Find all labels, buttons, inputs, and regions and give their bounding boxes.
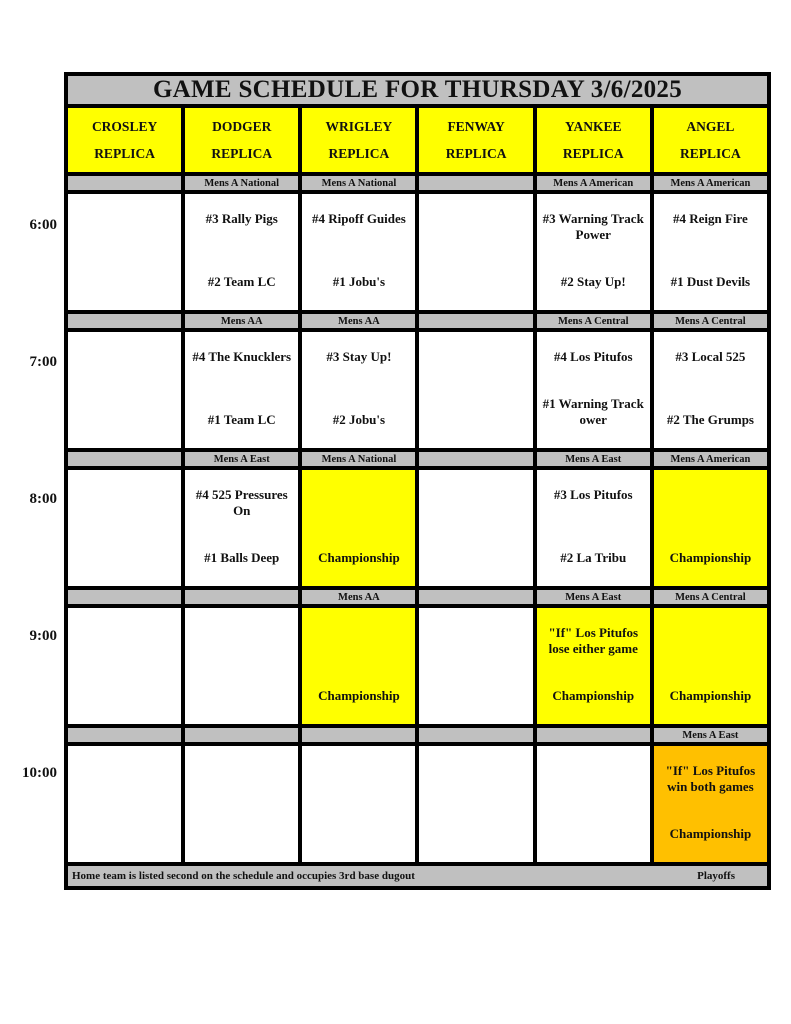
home-team: #1 Balls Deep <box>204 550 280 565</box>
field-name: FENWAY <box>447 118 505 134</box>
division-cell-1000-fenway <box>419 728 532 742</box>
column-header-crosley <box>68 108 181 172</box>
division-cell-1000-wrigley <box>302 728 415 742</box>
home-team: #2 Jobu's <box>332 412 386 427</box>
division-cell-800-fenway <box>419 452 532 466</box>
division-cell-600-yankee: Mens A American <box>537 176 650 190</box>
division-cell-800-wrigley: Mens A National <box>302 452 415 466</box>
game-cell-800-crosley <box>68 470 181 586</box>
game-cell-800-dodger <box>185 470 298 586</box>
away-team: #3 Rally Pigs <box>205 211 278 226</box>
division-cell-900-fenway <box>419 590 532 604</box>
home-team: #1 Jobu's <box>332 274 386 289</box>
division-cell-900-yankee: Mens A East <box>537 590 650 604</box>
championship-label: Championship <box>318 688 400 703</box>
game-cell-600-angel <box>654 194 767 310</box>
game-cell-600-fenway <box>419 194 532 310</box>
away-team: #3 Los Pitufos <box>553 487 633 502</box>
game-cell-800-angel-championship <box>654 470 767 586</box>
game-cell-800-yankee <box>537 470 650 586</box>
field-name: ANGEL <box>686 118 735 134</box>
game-cell-700-crosley <box>68 332 181 448</box>
home-team: #2 Team LC <box>207 274 276 289</box>
division-cell-1000-crosley <box>68 728 181 742</box>
field-sub: REPLICA <box>94 145 155 161</box>
game-cell-900-crosley <box>68 608 181 724</box>
game-cell-800-wrigley-championship <box>302 470 415 586</box>
game-cell-700-angel <box>654 332 767 448</box>
home-team: #1 Dust Devils <box>670 274 751 289</box>
game-cell-1000-dodger <box>185 746 298 862</box>
division-cell-600-crosley <box>68 176 181 190</box>
field-name: WRIGLEY <box>325 118 393 134</box>
game-cell-700-fenway <box>419 332 532 448</box>
away-team: #4 Los Pitufos <box>553 349 633 364</box>
schedule-grid <box>64 72 771 890</box>
game-cell-800-fenway <box>419 470 532 586</box>
game-cell-900-fenway <box>419 608 532 724</box>
away-team: #4 Ripoff Guides <box>311 211 406 226</box>
division-cell-800-dodger: Mens A East <box>185 452 298 466</box>
game-cell-900-wrigley-championship <box>302 608 415 724</box>
field-sub: REPLICA <box>328 145 390 161</box>
game-cell-700-wrigley <box>302 332 415 448</box>
home-team: #2 La Tribu <box>560 550 627 565</box>
division-cell-600-fenway <box>419 176 532 190</box>
championship-label: Championship <box>669 826 752 841</box>
field-sub: REPLICA <box>562 145 624 161</box>
game-cell-1000-fenway <box>419 746 532 862</box>
championship-label: Championship <box>669 688 752 703</box>
time-label-800: 8:00 <box>29 491 57 507</box>
division-cell-700-angel: Mens A Central <box>654 314 767 328</box>
game-cell-700-yankee <box>537 332 650 448</box>
division-cell-1000-angel: Mens A East <box>654 728 767 742</box>
championship-label: Championship <box>552 688 635 703</box>
game-cell-600-wrigley <box>302 194 415 310</box>
away-team: #3 Warning Track Power <box>542 211 644 242</box>
game-cell-900-yankee-championship <box>537 608 650 724</box>
division-cell-700-crosley <box>68 314 181 328</box>
division-cell-1000-yankee <box>537 728 650 742</box>
field-sub: REPLICA <box>680 145 741 161</box>
footer-bar <box>68 866 767 886</box>
division-cell-900-crosley <box>68 590 181 604</box>
championship-label: Championship <box>318 550 400 565</box>
division-cell-800-crosley <box>68 452 181 466</box>
away-team: #4 The Knucklers <box>192 349 292 364</box>
division-cell-800-yankee: Mens A East <box>537 452 650 466</box>
game-cell-600-yankee <box>537 194 650 310</box>
game-cell-1000-angel-championship <box>654 746 767 862</box>
division-cell-900-dodger <box>185 590 298 604</box>
field-sub: REPLICA <box>445 145 507 161</box>
field-name: CROSLEY <box>91 118 158 134</box>
division-cell-700-yankee: Mens A Central <box>537 314 650 328</box>
home-team-note: Home team is listed second on the schedule and occupies 3rd base dugout <box>72 870 415 882</box>
game-cell-1000-crosley <box>68 746 181 862</box>
division-cell-800-angel: Mens A American <box>654 452 767 466</box>
field-name: YANKEE <box>564 118 622 134</box>
home-team: #1 Warning Track ower <box>542 396 644 427</box>
column-header-wrigley <box>302 108 415 172</box>
division-cell-600-angel: Mens A American <box>654 176 767 190</box>
division-cell-900-angel: Mens A Central <box>654 590 767 604</box>
championship-label: Championship <box>669 550 752 565</box>
home-team: #1 Team LC <box>207 412 276 427</box>
schedule-title: GAME SCHEDULE FOR THURSDAY 3/6/2025 <box>68 76 767 104</box>
playoffs-label: Playoffs <box>697 870 735 882</box>
game-cell-600-crosley <box>68 194 181 310</box>
column-header-fenway <box>419 108 532 172</box>
game-cell-1000-yankee <box>537 746 650 862</box>
championship-condition: "If" Los Pitufos lose either game <box>548 625 639 656</box>
game-cell-600-dodger <box>185 194 298 310</box>
championship-condition: "If" Los Pitufos win both games <box>665 763 756 794</box>
field-name: DODGER <box>212 118 272 134</box>
division-cell-600-dodger: Mens A National <box>185 176 298 190</box>
game-cell-900-angel-championship <box>654 608 767 724</box>
column-header-dodger <box>185 108 298 172</box>
division-cell-900-wrigley: Mens AA <box>302 590 415 604</box>
time-label-900: 9:00 <box>29 628 57 644</box>
game-cell-1000-wrigley <box>302 746 415 862</box>
division-cell-700-wrigley: Mens AA <box>302 314 415 328</box>
away-team: #4 Reign Fire <box>672 211 748 226</box>
field-sub: REPLICA <box>211 145 273 161</box>
home-team: #2 Stay Up! <box>560 274 626 289</box>
division-cell-600-wrigley: Mens A National <box>302 176 415 190</box>
division-cell-700-fenway <box>419 314 532 328</box>
away-team: #4 525 Pressures On <box>195 487 288 518</box>
division-cell-1000-dodger <box>185 728 298 742</box>
time-label-600: 6:00 <box>29 217 57 233</box>
division-cell-700-dodger: Mens AA <box>185 314 298 328</box>
away-team: #3 Stay Up! <box>326 349 392 364</box>
away-team: #3 Local 525 <box>675 349 746 364</box>
schedule-table <box>64 72 771 890</box>
home-team: #2 The Grumps <box>666 412 754 427</box>
game-cell-900-dodger <box>185 608 298 724</box>
time-label-700: 7:00 <box>29 354 57 370</box>
column-header-yankee <box>537 108 650 172</box>
game-cell-700-dodger <box>185 332 298 448</box>
column-header-angel <box>654 108 767 172</box>
time-label-1000: 10:00 <box>22 765 57 781</box>
